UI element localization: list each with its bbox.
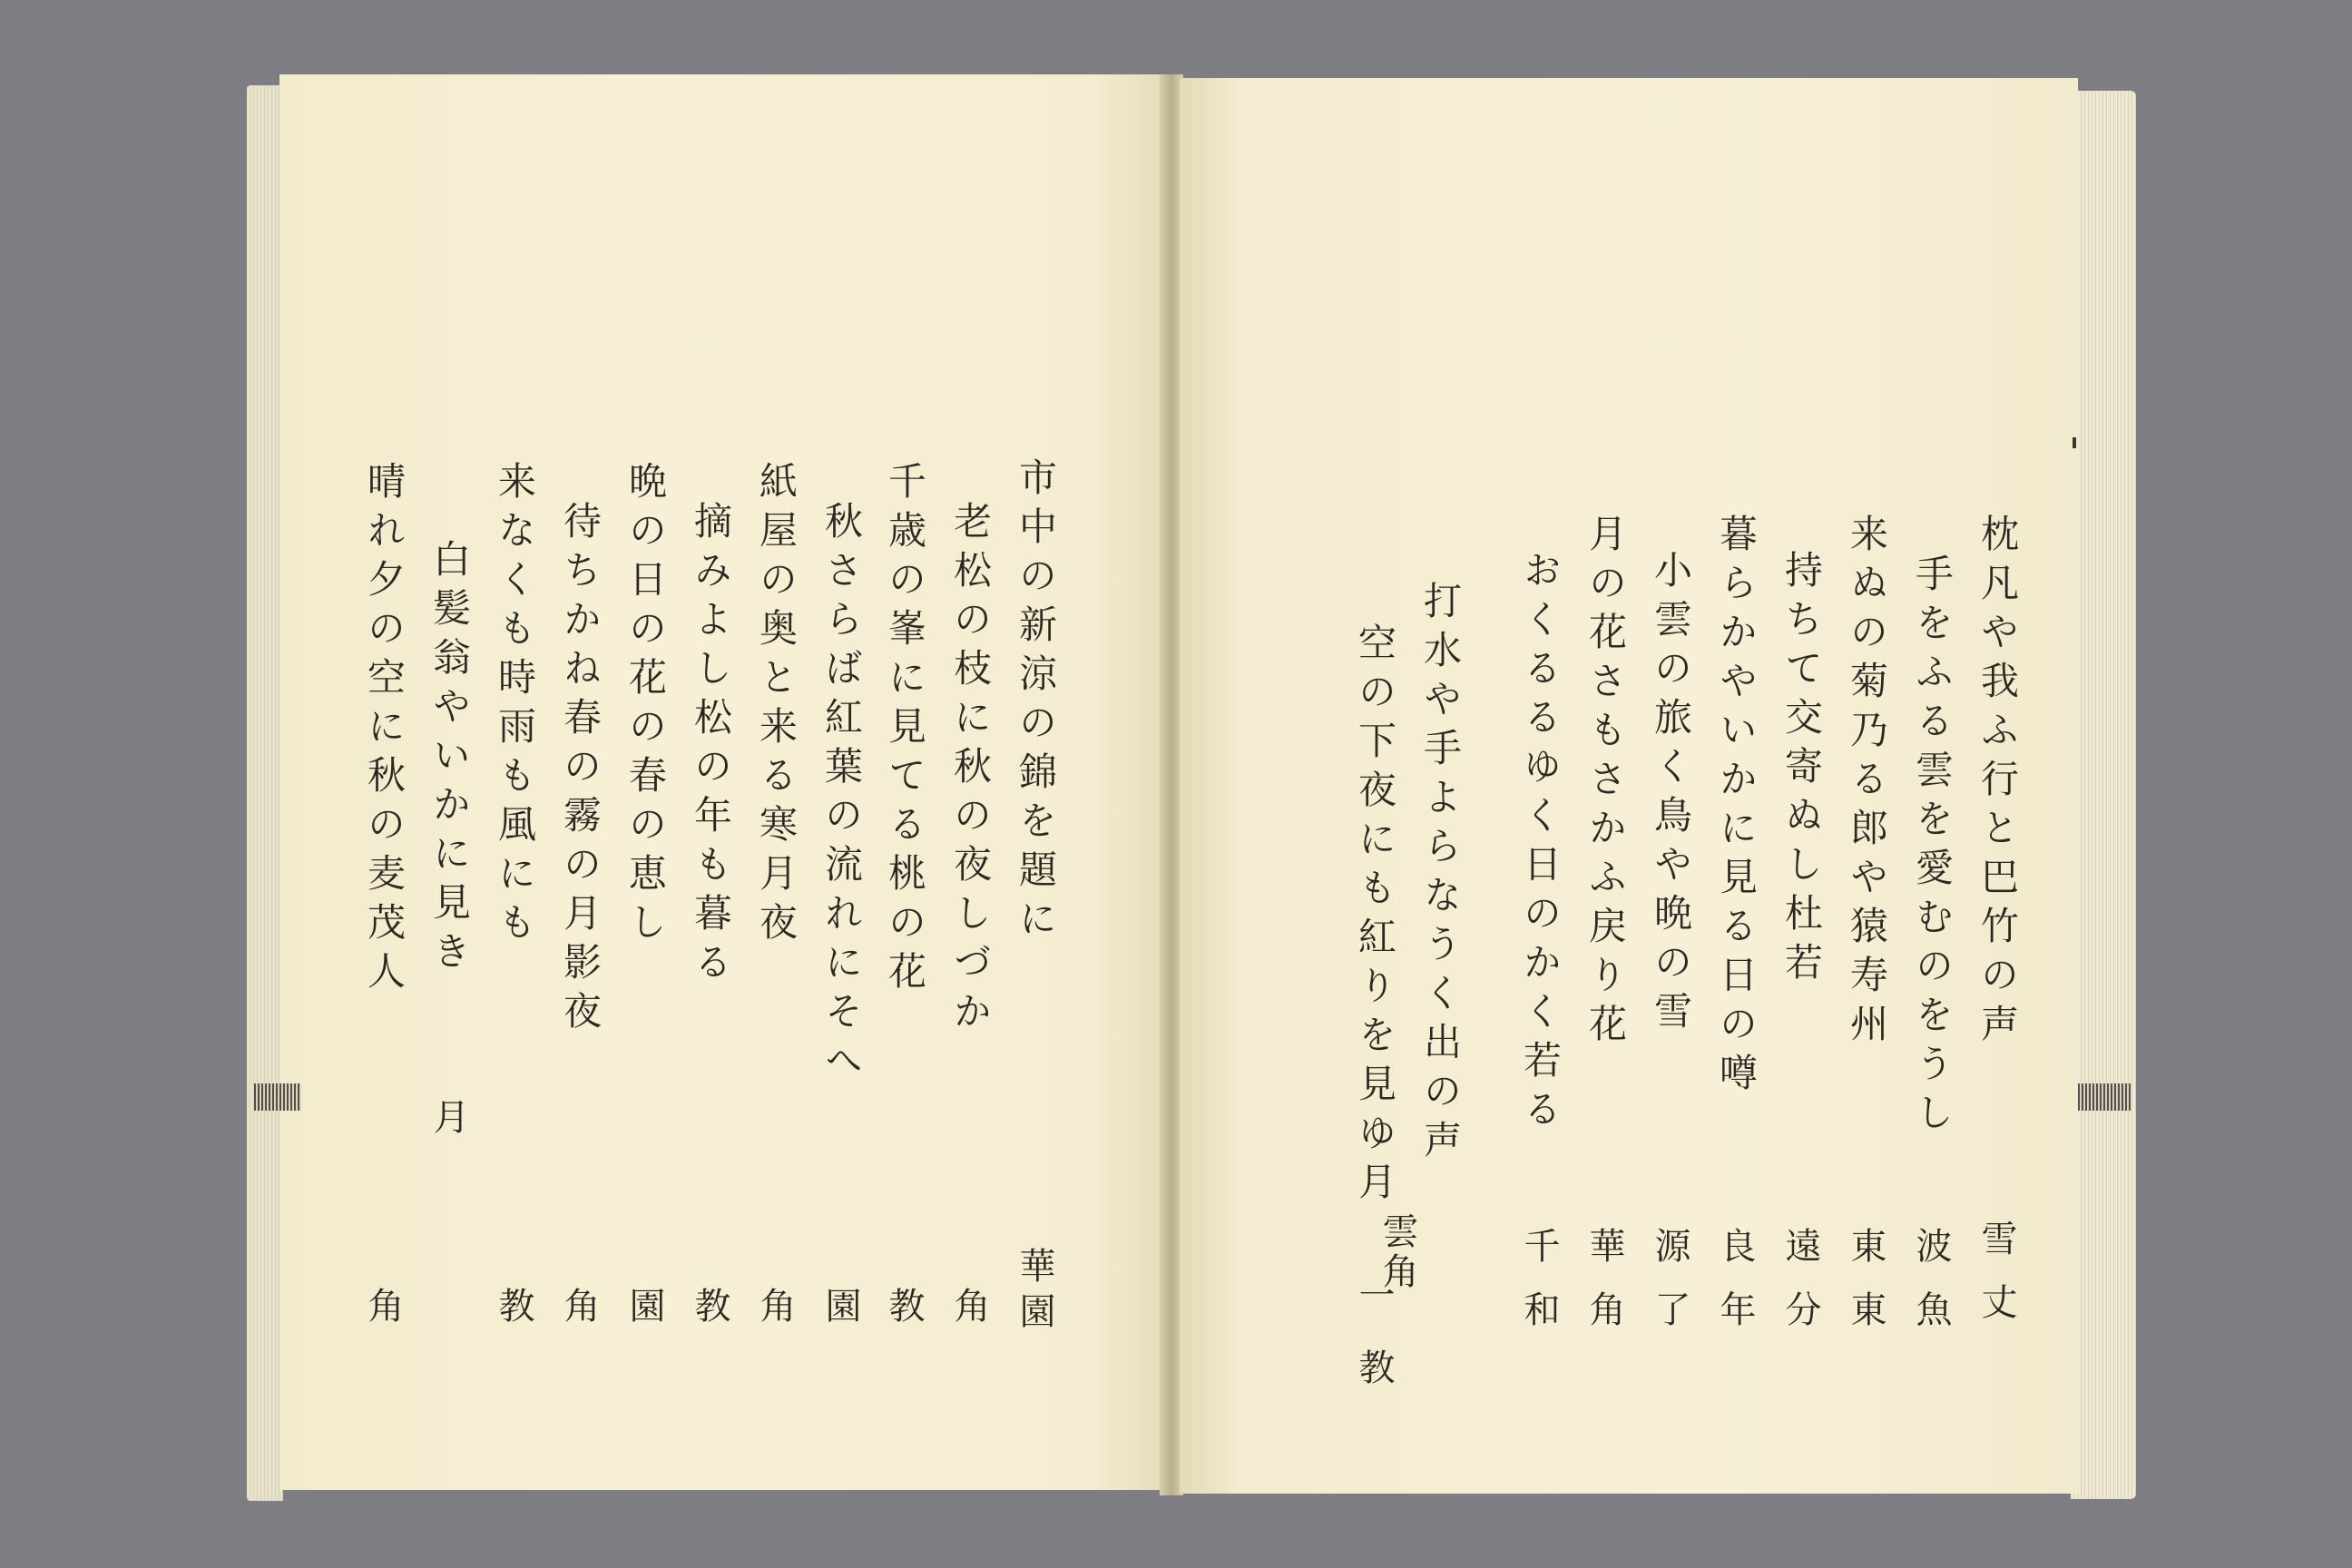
binding-thread-right (2078, 1083, 2131, 1111)
verse-column: 来ぬの菊乃る郎や猿寿州 (1845, 514, 1889, 1053)
author-name: 教 (493, 1287, 534, 1332)
author-name: 教 (689, 1287, 730, 1332)
verse-column: 市中の新涼の錦を題に (1014, 457, 1058, 947)
left-page (279, 74, 1163, 1490)
author-name: 波魚 (1910, 1227, 1952, 1354)
author-name: 一教 (1353, 1276, 1395, 1421)
verse-column: 小雲の旅く鳥や晩の雪 (1649, 550, 1693, 1040)
verse-column: 千歳の峯に見てる桃の花 (883, 461, 927, 1000)
verse-column: おくるるゆく日のかく若る (1518, 550, 1563, 1138)
verse-column: 手をふる雲を愛むのをうし (1910, 554, 1955, 1142)
verse-column: 摘みよし松の年も暮る (689, 501, 733, 991)
verse-column: 待ちかね春の霧の月影夜 (558, 501, 603, 1040)
author-name: 角 (362, 1287, 404, 1332)
author-name: 雲角 (1377, 1212, 1418, 1292)
author-name: 園 (819, 1287, 861, 1332)
page-mark (2073, 437, 2076, 448)
author-name: 角 (948, 1287, 990, 1332)
author-name: 角 (754, 1287, 796, 1332)
author-name: 良年 (1714, 1227, 1756, 1354)
author-name: 教 (883, 1287, 925, 1332)
author-name: 園 (623, 1287, 665, 1332)
verse-column: 空の下夜にも紅りを見ゆ月 (1353, 622, 1397, 1210)
verse-column: 月の花さもさかふ戻り花 (1583, 514, 1628, 1053)
author-name: 東東 (1845, 1227, 1886, 1354)
left-page-edges (247, 85, 283, 1501)
open-book (247, 74, 2136, 1510)
verse-column: 枕凡や我ふ行と巴竹の声 (1975, 514, 2020, 1053)
author-name: 月 (427, 1098, 469, 1143)
author-name: 源了 (1649, 1227, 1690, 1354)
author-name: 華角 (1583, 1227, 1625, 1354)
author-name: 角 (558, 1287, 600, 1332)
author-name: 遠分 (1779, 1227, 1821, 1354)
verse-column: 晴れ夕の空に秋の麦茂人 (362, 461, 407, 1000)
verse-column: 秋さらば紅葉の流れにそへ (819, 501, 864, 1089)
verse-column: 晩の日の花の春の恵し (623, 461, 668, 951)
verse-column: 持ちて交寄ぬし杜若 (1779, 550, 1824, 991)
author-name: 雪丈 (1975, 1220, 2017, 1347)
verse-column: 打水や手よらなうく出の声 (1418, 581, 1463, 1169)
verse-column: 紙屋の奥と来る寒月夜 (754, 461, 799, 951)
right-page (1180, 78, 2078, 1494)
verse-column: 暮らかやいかに見る日の噂 (1714, 514, 1759, 1102)
right-page-edges (2071, 91, 2136, 1499)
verse-column: 白髪翁やいかに見き (427, 539, 472, 980)
author-name: 華園 (1014, 1247, 1055, 1338)
verse-column: 来なくも時雨も風にも (493, 461, 537, 951)
binding-thread-left (254, 1083, 301, 1111)
verse-column: 老松の枝に秋の夜しづか (948, 501, 993, 1040)
author-name: 千和 (1518, 1227, 1560, 1354)
